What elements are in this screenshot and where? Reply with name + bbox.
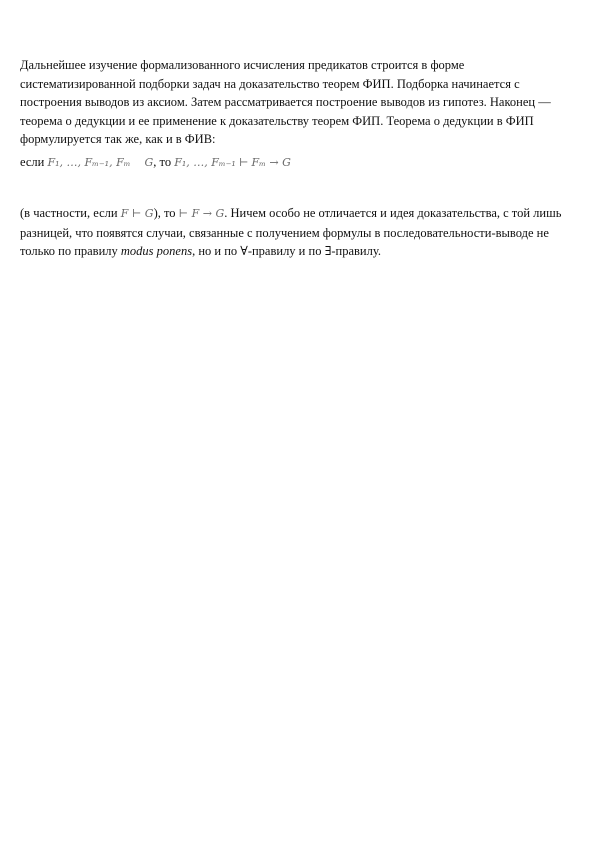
special-case-open: (в частности, если: [20, 206, 121, 220]
premises-formula: F₁, …, Fₘ₋₁, Fₘ: [47, 156, 131, 169]
remark-tail: , но и по ∀-правилу и по ∃-правилу.: [192, 244, 381, 258]
comma-then-text: , то: [153, 155, 175, 169]
result-premises-formula: F₁, …, Fₘ₋₁: [174, 156, 236, 169]
deduction-theorem-statement: [20, 153, 575, 173]
conclusion-formula: G: [144, 156, 154, 169]
modus-ponens-term: modus ponens: [120, 244, 193, 258]
special-case-formula: F ⊢ G: [120, 207, 154, 220]
remark-text: . Ничем особо не отличается и идея доказательства, с той лишь разницей, что появятся случаи, связанные с получением формулы в последовательности-выводе не только по правилу: [20, 206, 562, 258]
intro-paragraph: Дальнейшее изучение формализованного исчисления предикатов строится в форме систематизированной подборки задач на доказательство теорем ФИП. Подборка начинается с построения выводов из аксиом. Затем рассматривается построение выводов из гипотез. Наконец — теорема о дедукции и ее применение к доказательству теорем ФИП. Теорема о дедукции в ФИП формулируется так же, как и в ФИВ:: [20, 58, 551, 146]
turnstile-symbol: ⊢: [238, 156, 249, 169]
if-word: если: [20, 155, 48, 169]
proof-remark-paragraph: [20, 204, 575, 261]
result-formula: Fₘ → G: [251, 156, 291, 169]
special-result-formula: ⊢ F → G: [178, 207, 225, 220]
special-case-mid: ), то: [153, 206, 179, 220]
